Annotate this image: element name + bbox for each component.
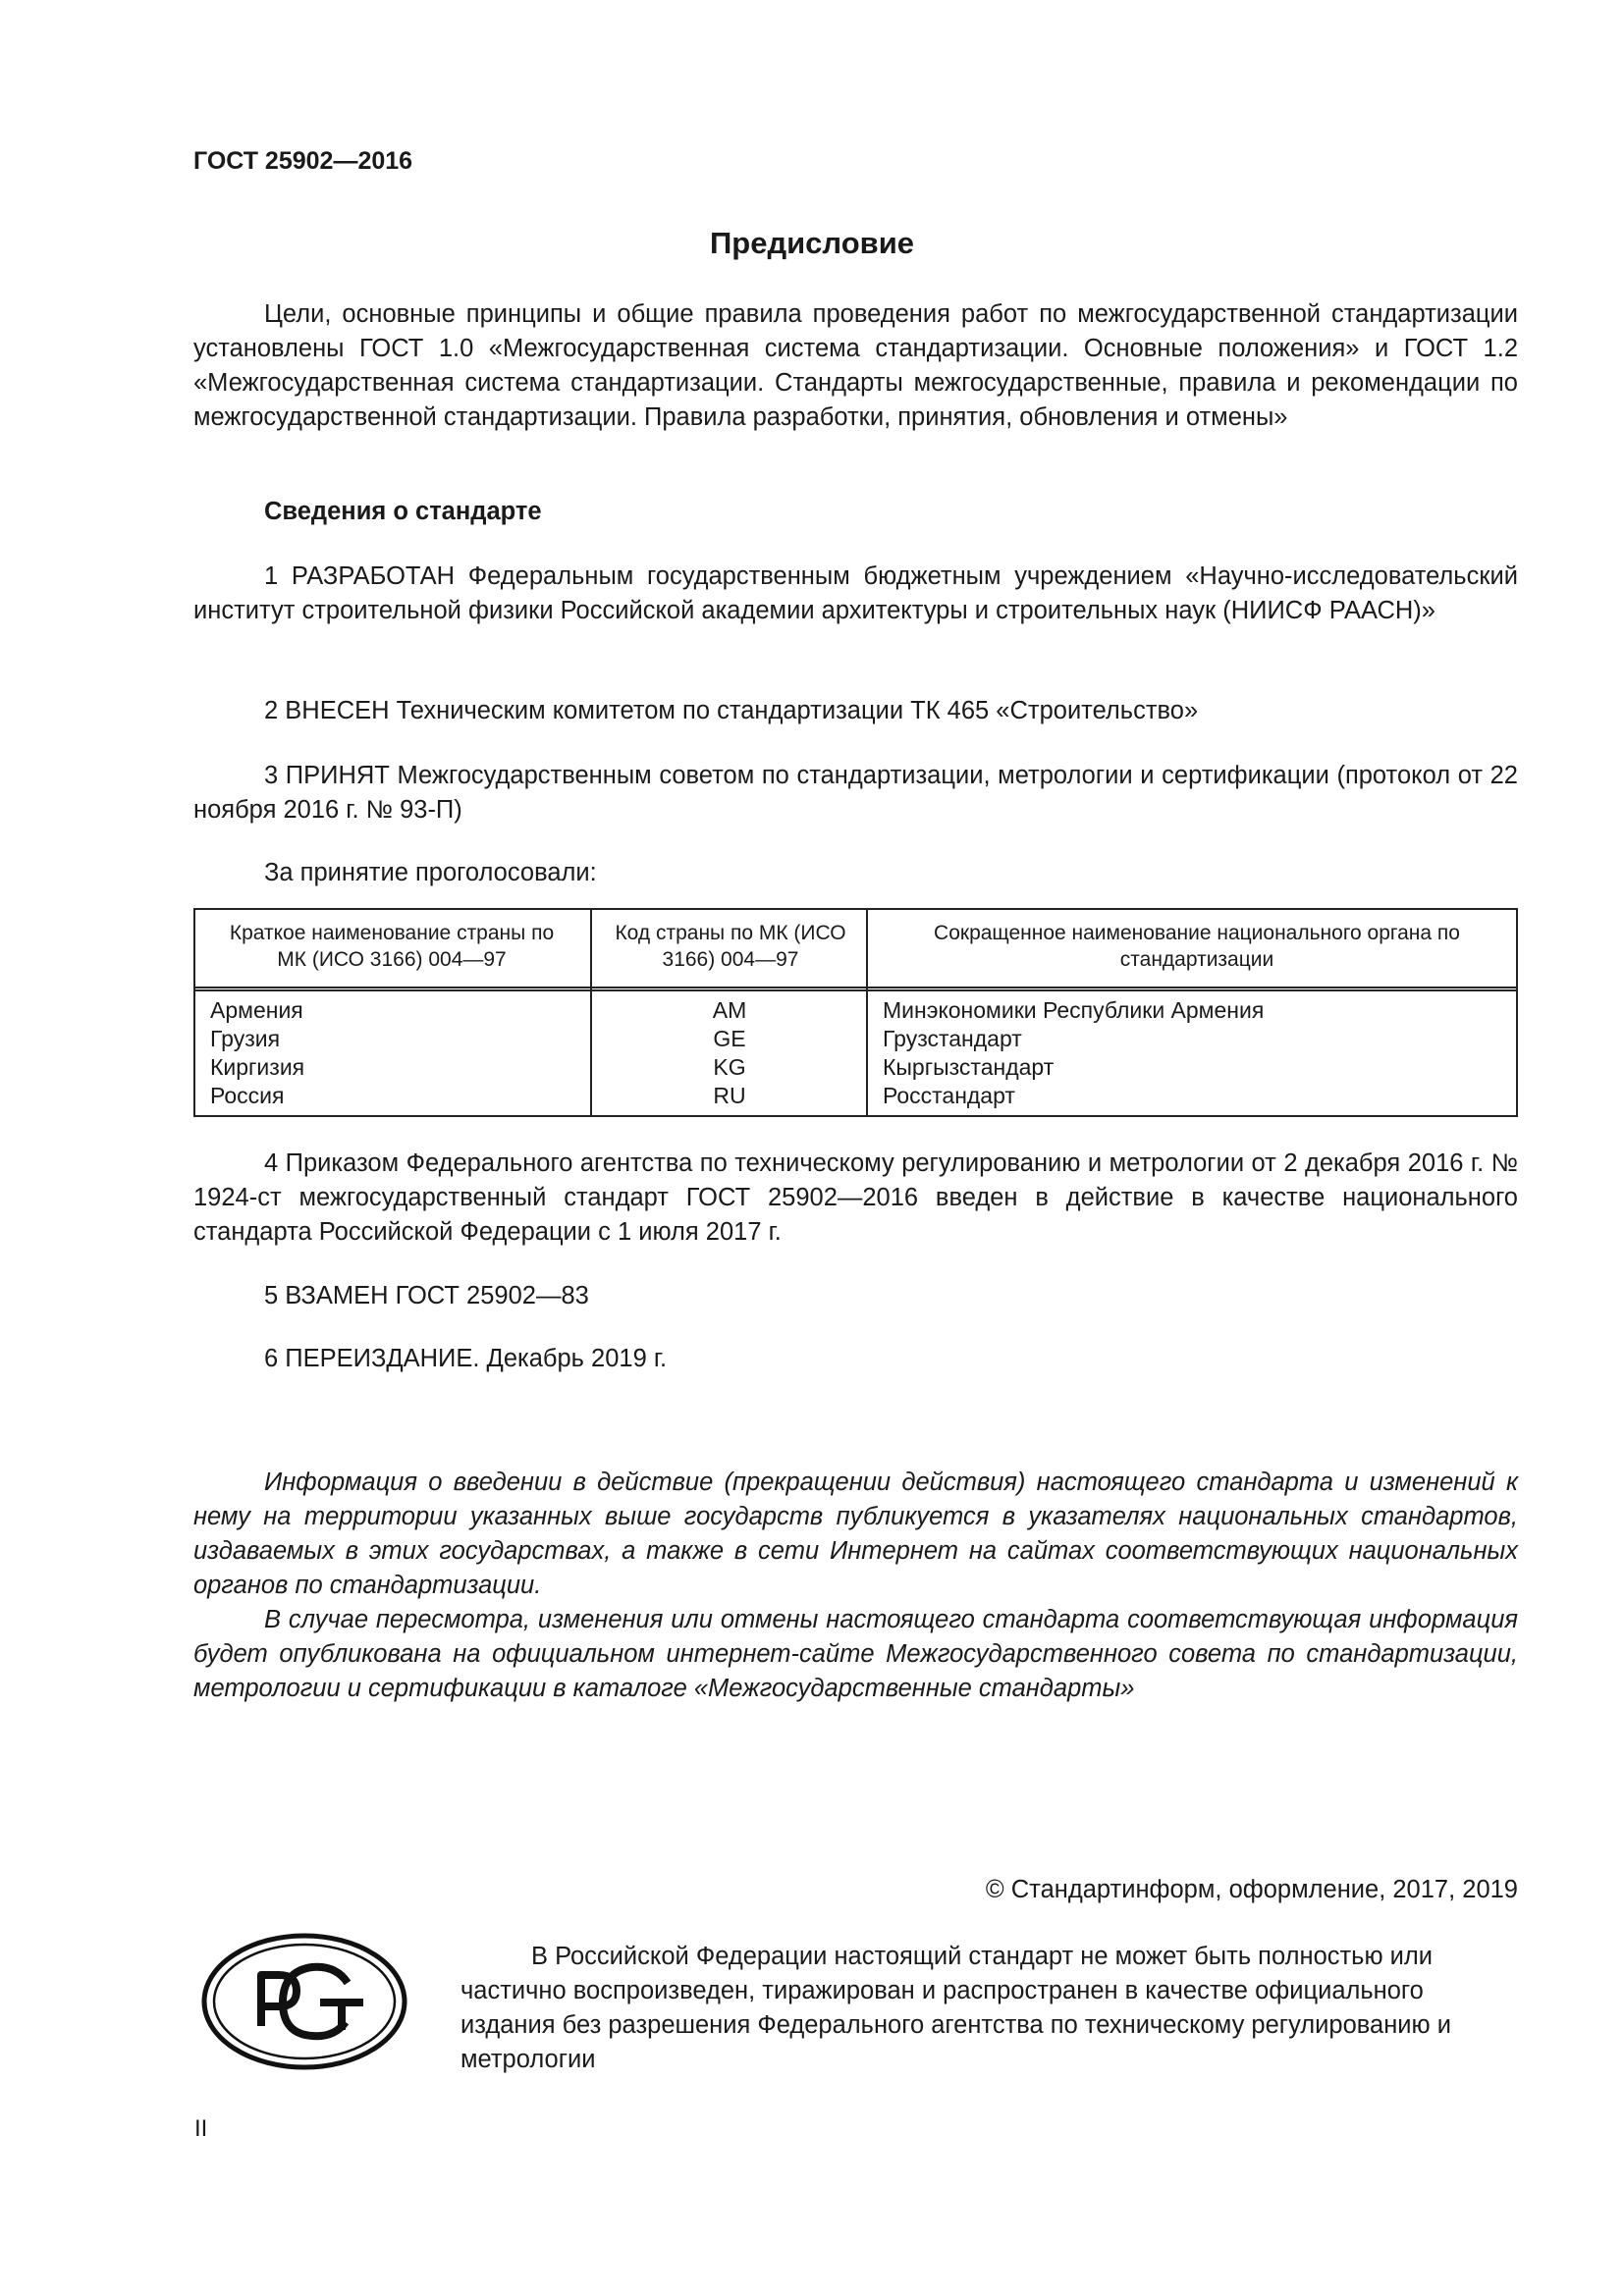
info-paragraph-1: Информация о введении в действие (прекращении действия) настоящего стандарта и изменений к нему на территории указанных выше государств публикуется в указателях национальных стандартов, издаваемых в этих государствах, а также в сети Интернет на сайтах соответствующих национальных органов по стандартизации. (193, 1468, 1518, 1599)
copyright: © Стандартинформ, оформление, 2017, 2019 (985, 1876, 1518, 1903)
table-cell: Минэкономики Республики Армения (883, 997, 1265, 1023)
table-cell: Грузстандарт (883, 1026, 1022, 1051)
item-order: 4 Приказом Федерального агентства по техническому регулированию и метрологии от 2 декабря 2016 г. № 1924-ст межгосударственный стандарт ГОСТ 25902—2016 введен в действие в качестве национального стандарта Российской Федерации с 1 июля 2017 г. (193, 1149, 1518, 1246)
table-header-authority: Сокращенное наименование национального органа по стандартизации (934, 922, 1460, 971)
voting-table (193, 908, 1518, 1117)
table-cell: Киргизия (210, 1054, 305, 1080)
table-cell: KG (713, 1054, 746, 1080)
table-cell: Кыргызстандарт (883, 1054, 1055, 1080)
table-header-code: Код страны по МК (ИСО 3166) 004—97 (615, 922, 846, 971)
intro-paragraph: Цели, основные принципы и общие правила проведения работ по межгосударственной стандартизации установлены ГОСТ 1.0 «Межгосударственная система стандартизации. Основные положения» и ГОСТ 1.2 «Межгосударственная система стандартизации. Стандарты межгосударственные, правила и рекомендации по межгосударственной стандартизации. Правила разработки, принятия, обновления и отмены» (193, 300, 1518, 431)
rst-logo (200, 1932, 408, 2071)
reproduction-notice: В Российской Федерации настоящий стандарт не может быть полностью или частично воспроизведен, тиражирован и распространен в качестве официального издания без разрешения Федерального агентства по техническому регулированию и метрологии (460, 1943, 1451, 2073)
item-submitted: 2 ВНЕСЕН Техническим комитетом по стандартизации ТК 465 «Строительство» (264, 697, 1199, 724)
item-developed: 1 РАЗРАБОТАН Федеральным государственным бюджетным учреждением «Научно-исследовательский институт строительной физики Российской академии архитектуры и строительных наук (НИИСФ РААСН)» (193, 562, 1518, 624)
item-adopted: 3 ПРИНЯТ Межгосударственным советом по стандартизации, метрологии и сертификации (протокол от 22 ноября 2016 г. № 93-П) (193, 762, 1518, 824)
table-cell: Росстандарт (883, 1083, 1015, 1108)
item-reissue: 6 ПЕРЕИЗДАНИЕ. Декабрь 2019 г. (264, 1345, 668, 1372)
info-paragraph-2: В случае пересмотра, изменения или отмены настоящего стандарта соответствующая информация будет опубликована на официальном интернет-сайте Межгосударственного совета по стандартизации, метрологии и сертификации в каталоге «Межгосударственные стандарты» (193, 1606, 1518, 1702)
section-title: Сведения о стандарте (264, 498, 542, 525)
table-cell: RU (713, 1083, 746, 1108)
page-number: II (194, 2115, 208, 2142)
table-header-country: Краткое наименование страны по МК (ИСО 3166) 004—97 (229, 922, 555, 971)
table-header-divider (195, 987, 1516, 991)
table-cell: Россия (210, 1083, 285, 1108)
table-cell: AM (712, 997, 747, 1023)
item-replaces: 5 ВЗАМЕН ГОСТ 25902—83 (264, 1282, 589, 1309)
table-cell: Армения (210, 997, 303, 1023)
table-cell: GE (713, 1026, 746, 1051)
page-title: Предисловие (709, 226, 914, 260)
table-cell: Грузия (210, 1026, 281, 1051)
voted-label: За принятие проголосовали: (264, 859, 597, 886)
document-code: ГОСТ 25902—2016 (193, 147, 413, 175)
